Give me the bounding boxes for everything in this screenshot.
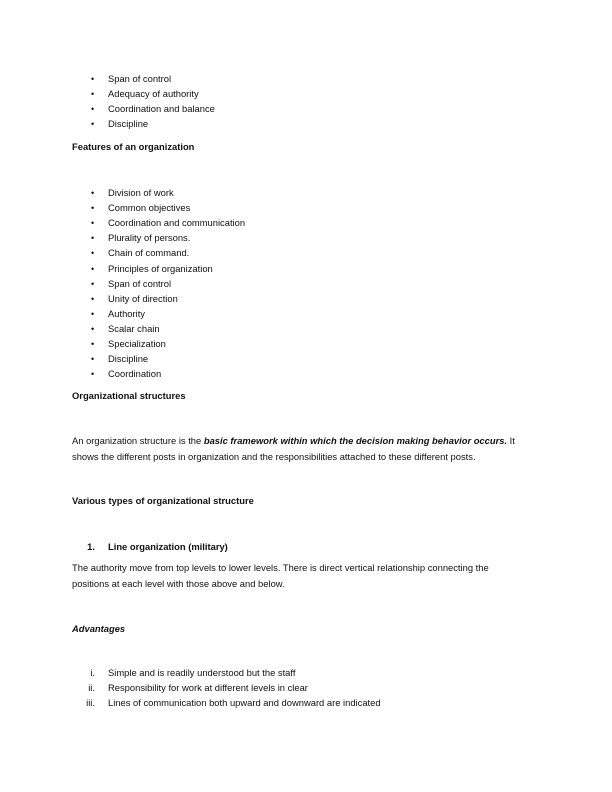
heading-advantages: Advantages	[72, 623, 126, 634]
list-item: Specialization	[108, 338, 166, 349]
list-item: Principles of organization	[108, 262, 213, 274]
bullet-icon: •	[91, 354, 95, 365]
bullet-icon: •	[91, 233, 95, 244]
bullet-icon: •	[91, 369, 95, 380]
bullet-icon: •	[91, 308, 95, 319]
list-item: Simple and is readily understood but the staff	[108, 667, 296, 678]
emphasis-text: basic framework within which the decision making behavior occurs.	[203, 435, 508, 446]
bullet-icon: •	[91, 293, 95, 304]
list-item: Scalar chain	[108, 322, 160, 334]
roman-numeral: iii.	[86, 697, 95, 708]
list-item: Responsibility for work at different levels in clear	[108, 682, 308, 693]
bullet-icon: •	[91, 339, 95, 349]
list-item: Coordination	[108, 368, 162, 380]
list-item: Coordination and balance	[108, 103, 215, 115]
text: It	[507, 435, 515, 446]
list-item: Coordination and communication	[108, 217, 246, 229]
line-paragraph-line2: positions at each level with those above and below.	[72, 578, 285, 589]
bullet-icon: •	[91, 104, 95, 115]
list-item: Span of control	[108, 73, 172, 84]
heading-structures: Organizational structures	[72, 390, 186, 401]
bullet-icon: •	[91, 74, 95, 84]
list-item: Unity of direction	[108, 292, 178, 304]
bullet-icon: •	[91, 119, 95, 130]
bullet-icon: •	[91, 248, 95, 259]
list-item: Adequacy of authority	[108, 88, 199, 100]
list-item: Division of work	[108, 187, 174, 198]
bullet-icon: •	[91, 323, 95, 334]
list-item: Discipline	[108, 353, 149, 365]
bullet-icon: •	[91, 218, 95, 229]
list-number: 1.	[87, 541, 95, 552]
text: An organization structure is the	[72, 435, 204, 446]
heading-types: Various types of organizational structure	[72, 495, 254, 506]
heading-line-organization: Line organization (military)	[108, 541, 228, 552]
list-item: Span of control	[108, 277, 172, 289]
bullet-icon: •	[91, 263, 95, 274]
list-item: Authority	[108, 307, 145, 319]
bullet-icon: •	[91, 203, 95, 214]
list-item: Discipline	[108, 118, 149, 130]
list-item: Lines of communication both upward and downward are indicated	[108, 697, 381, 708]
list-item: Common objectives	[108, 202, 191, 214]
list-item: Plurality of persons.	[108, 232, 191, 244]
roman-numeral: i.	[90, 667, 95, 678]
bullet-icon: •	[91, 188, 95, 198]
heading-features: Features of an organization	[72, 141, 195, 152]
structure-paragraph-line2: shows the different posts in organization and the responsibilities attached to these different posts.	[72, 451, 476, 462]
line-paragraph-line1: The authority move from top levels to lower levels. There is direct vertical relationship connecting the	[72, 562, 489, 573]
list-item: Chain of command.	[108, 247, 190, 259]
roman-numeral: ii.	[88, 682, 95, 693]
structure-paragraph-line1	[72, 435, 515, 447]
bullet-icon: •	[91, 278, 95, 289]
bullet-icon: •	[91, 89, 95, 100]
